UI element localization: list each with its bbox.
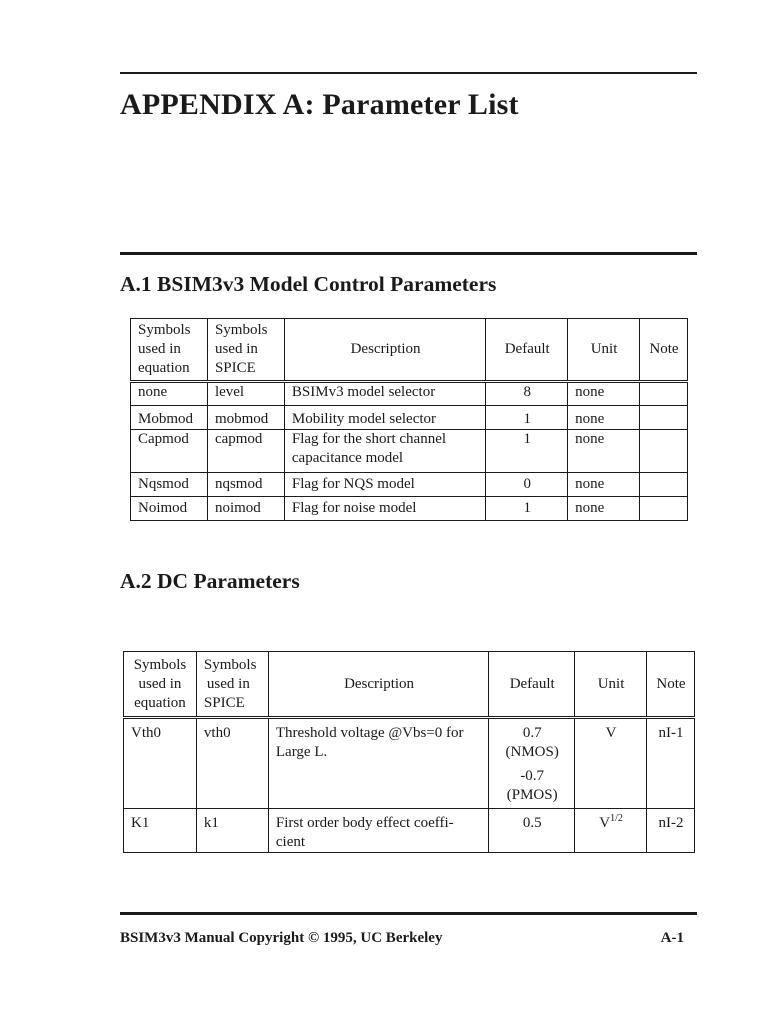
cell-symbol-equation: K1 [124,809,197,853]
section-rule [120,252,697,255]
cell-description: BSIMv3 model selector [284,382,485,406]
header-default: Default [486,319,568,382]
header-note: Note [646,652,694,718]
cell-symbol-spice: k1 [196,809,268,853]
cell-symbol-equation: Vth0 [124,718,197,809]
header-symbols-spice: Symbols used in SPICE [196,652,268,718]
cell-symbol-spice: mobmod [207,406,284,430]
dc-parameters-table [123,651,695,853]
cell-note: nI-1 [646,718,694,809]
table-header-row [131,319,688,382]
cell-symbol-spice: vth0 [196,718,268,809]
cell-description: Flag for NQS model [284,473,485,497]
cell-note [639,473,687,497]
header-description: Description [268,652,488,718]
table-row [131,406,688,430]
cell-default: 0.7 (NMOS) -0.7 (PMOS) [489,718,575,809]
section-heading-model-control: A.1 BSIM3v3 Model Control Parameters [120,272,497,296]
cell-description: Mobility model selector [284,406,485,430]
cell-symbol-equation: Mobmod [131,406,208,430]
page-title: APPENDIX A: Parameter List [120,88,519,121]
header-description: Description [284,319,485,382]
cell-description: Flag for the short channel capacitance model [284,430,485,473]
table-row [124,809,695,853]
cell-description: First order body effect coeffi- cient [268,809,488,853]
cell-symbol-spice: nqsmod [207,473,284,497]
cell-description: Threshold voltage @Vbs=0 for Large L. [268,718,488,809]
header-symbols-spice: Symbols used in SPICE [207,319,284,382]
table-row [131,473,688,497]
table-row [131,430,688,473]
table-header-row [124,652,695,718]
cell-note: nI-2 [646,809,694,853]
header-symbols-equation: Symbols used in equation [131,319,208,382]
cell-unit: none [568,430,640,473]
cell-unit: $V^{1/2}$ [575,809,647,853]
cell-description: Flag for noise model [284,497,485,521]
cell-unit: none [568,497,640,521]
cell-note [639,430,687,473]
cell-note [639,382,687,406]
cell-default: 8 [486,382,568,406]
cell-unit: none [568,473,640,497]
section-heading-dc-parameters: A.2 DC Parameters [120,569,300,593]
cell-symbol-spice: noimod [207,497,284,521]
cell-default: 0.5 [489,809,575,853]
cell-unit: none [568,406,640,430]
cell-symbol-equation: none [131,382,208,406]
cell-default: 1 [486,497,568,521]
cell-note [639,406,687,430]
table-row [124,718,695,809]
cell-unit: V [575,718,647,809]
footer-copyright: BSIM3v3 Manual Copyright © 1995, UC Berkeley [120,930,443,946]
model-control-parameters-table [130,318,688,521]
header-default: Default [489,652,575,718]
cell-symbol-equation: Nqsmod [131,473,208,497]
footer-rule [120,912,697,915]
header-symbols-equation: Symbols used in equation [124,652,197,718]
cell-symbol-spice: level [207,382,284,406]
cell-default: 1 [486,430,568,473]
cell-symbol-equation: Capmod [131,430,208,473]
header-unit: Unit [575,652,647,718]
header-note: Note [639,319,687,382]
cell-default: 1 [486,406,568,430]
cell-note [639,497,687,521]
table-row [131,382,688,406]
footer-page-number: A-1 [660,930,684,946]
top-rule [120,72,697,74]
cell-symbol-equation: Noimod [131,497,208,521]
cell-unit: none [568,382,640,406]
cell-default: 0 [486,473,568,497]
cell-symbol-spice: capmod [207,430,284,473]
header-unit: Unit [568,319,640,382]
table-row [131,497,688,521]
